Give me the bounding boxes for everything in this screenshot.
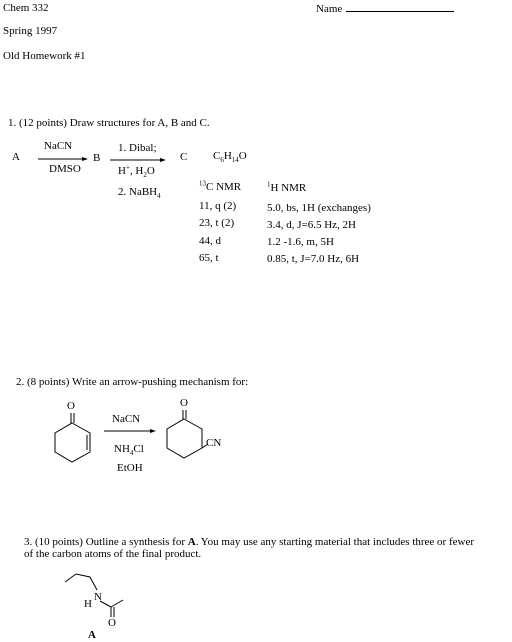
c13-row: 44, d [199,235,221,247]
c13-label: C NMR [206,181,242,193]
reagent2-comma: , H [129,165,144,177]
c13-row: 23, t (2) [199,217,235,229]
target-h-label: H [84,598,92,610]
q3-prompt-bold-a: A [187,536,196,548]
reagent1-bottom: DMSO [49,163,81,175]
term-label: Spring 1997 [3,25,58,37]
q2-reagent-top: NaCN [112,413,141,425]
target-n-label: N [94,591,102,603]
cyclohexenone-oxygen: O [67,400,75,412]
q2-reagent-bottom: EtOH [117,462,143,474]
q2-prompt: 2. (8 points) Write an arrow-pushing mechanism for: [16,376,249,388]
h1-label: H NMR [270,182,307,194]
formula-c: C [213,150,221,162]
compound-c-label: C [180,151,188,163]
q3-prompt-line2: of the carbon atoms of the final product. [24,548,202,560]
formula-h: H [223,150,232,162]
document-title: Old Homework #1 [3,50,86,62]
product-oxygen: O [180,397,188,409]
reagent2-step1: 1. Dibal; [118,142,157,154]
name-label: Name [316,3,343,15]
step2-sub: 4 [157,192,161,201]
reagent2-plus: + [125,163,130,172]
target-compound-label: A [88,629,96,641]
q3-prompt-c: . You may use any starting material that includes three or fewer [195,536,475,548]
h1-row: 0.85, t, J=7.0 Hz, 6H [267,253,360,265]
product-cn-label: CN [206,437,222,449]
compound-a-label: A [12,151,20,163]
c13-row: 11, q (2) [199,200,237,212]
q2-reagent-mid-nh: NH [114,443,130,455]
q2-reagent-mid-cl: Cl [133,443,144,455]
formula-o: O [238,150,247,162]
target-o-label: O [108,617,116,629]
compound-b-label: B [93,152,101,164]
q3-prompt-a: 3. (10 points) Outline a synthesis for [24,536,188,548]
c13-row: 65, t [199,252,219,264]
h1-row: 3.4, d, J=6.5 Hz, 2H [267,219,357,231]
step2-prefix: 2. NaBH [118,186,158,198]
q2-reagent-mid-sub: 4 [129,449,134,458]
h1-sup: 1 [267,180,271,189]
reagent1-top: NaCN [44,140,73,152]
c13-sup: 13 [199,179,206,188]
reagent2-sub: 2 [143,171,147,180]
formula-c-sub: 6 [220,156,224,165]
reagent2-o: O [146,165,155,177]
reagent2-h: H [118,165,126,177]
formula-h-sub: 14 [231,156,239,165]
course-label: Chem 332 [3,2,49,14]
h1-row: 5.0, bs, 1H (exchanges) [267,202,371,214]
q1-prompt: 1. (12 points) Draw structures for A, B and C. [8,117,210,129]
h1-row: 1.2 -1.6, m, 5H [267,236,334,248]
